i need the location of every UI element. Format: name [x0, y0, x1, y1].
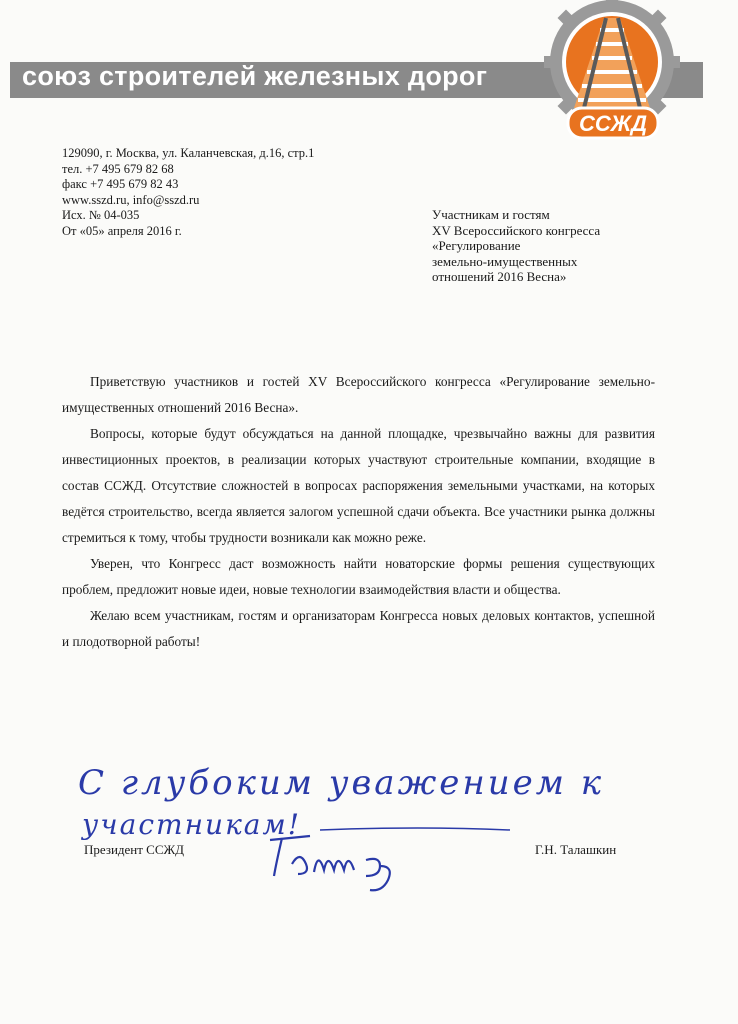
- recipient-line: Участникам и гостям: [432, 207, 550, 222]
- body-paragraph: Уверен, что Конгресс даст возможность найти новаторские формы решения существующих проблем, предложит новые идеи, новые технологии взаимодействия власти и общества.: [62, 556, 655, 597]
- recipient-line: XV Всероссийского конгресса: [432, 222, 601, 238]
- sszd-logo: [540, 0, 685, 150]
- logo-text: ССЖД: [578, 111, 648, 136]
- sender-block: [62, 146, 314, 239]
- letter-body: [62, 369, 655, 655]
- sender-web: www.sszd.ru, info@sszd.ru: [62, 192, 200, 207]
- signature-mark: [270, 836, 390, 890]
- sender-fax: факс +7 495 679 82 43: [62, 177, 179, 191]
- body-paragraph: Желаю всем участникам, гостям и организаторам Конгресса новых деловых контактов, успешной и плодотворной работы!: [62, 608, 655, 649]
- recipient-line: отношений 2016 Весна»: [432, 269, 567, 284]
- sender-ref-number: Исх. № 04-035: [62, 208, 140, 222]
- body-paragraph: Вопросы, которые будут обсуждаться на данной площадке, чрезвычайно важны для развития инвестиционных проектов, в реализации которых участвуют строительные компании, входящие в состав ССЖД. Отсутствие сложностей в вопросах распоряжения земельными участками, на которых ведётся строительство, всегда является залогом успешной сдачи объекта. Все участники рынка должны стремиться к тому, чтобы трудности возникали как можно реже.: [62, 426, 655, 545]
- handwritten-line-1: С глубоким уважением к: [78, 763, 605, 803]
- organization-name: союз строителей железных дорог: [22, 61, 488, 91]
- signatory-name: Г.Н. Талашкин: [535, 842, 617, 857]
- recipient-line: «Регулирование: [432, 238, 521, 253]
- sender-address: 129090, г. Москва, ул. Каланчевская, д.16, стр.1: [62, 146, 315, 160]
- recipient-block: [432, 207, 600, 285]
- handwritten-note: [70, 752, 610, 902]
- recipient-line: земельно-имущественных: [432, 253, 578, 269]
- handwritten-line-2: участникам!: [82, 808, 301, 841]
- body-paragraph: Приветствую участников и гостей XV Всероссийского конгресса «Регулирование земельно-имущественных отношений 2016 Весна».: [62, 374, 655, 415]
- signatory-title: Президент ССЖД: [84, 842, 185, 857]
- sender-phone: тел. +7 495 679 82 68: [62, 161, 174, 176]
- sender-date: От «05» апреля 2016 г.: [62, 223, 182, 238]
